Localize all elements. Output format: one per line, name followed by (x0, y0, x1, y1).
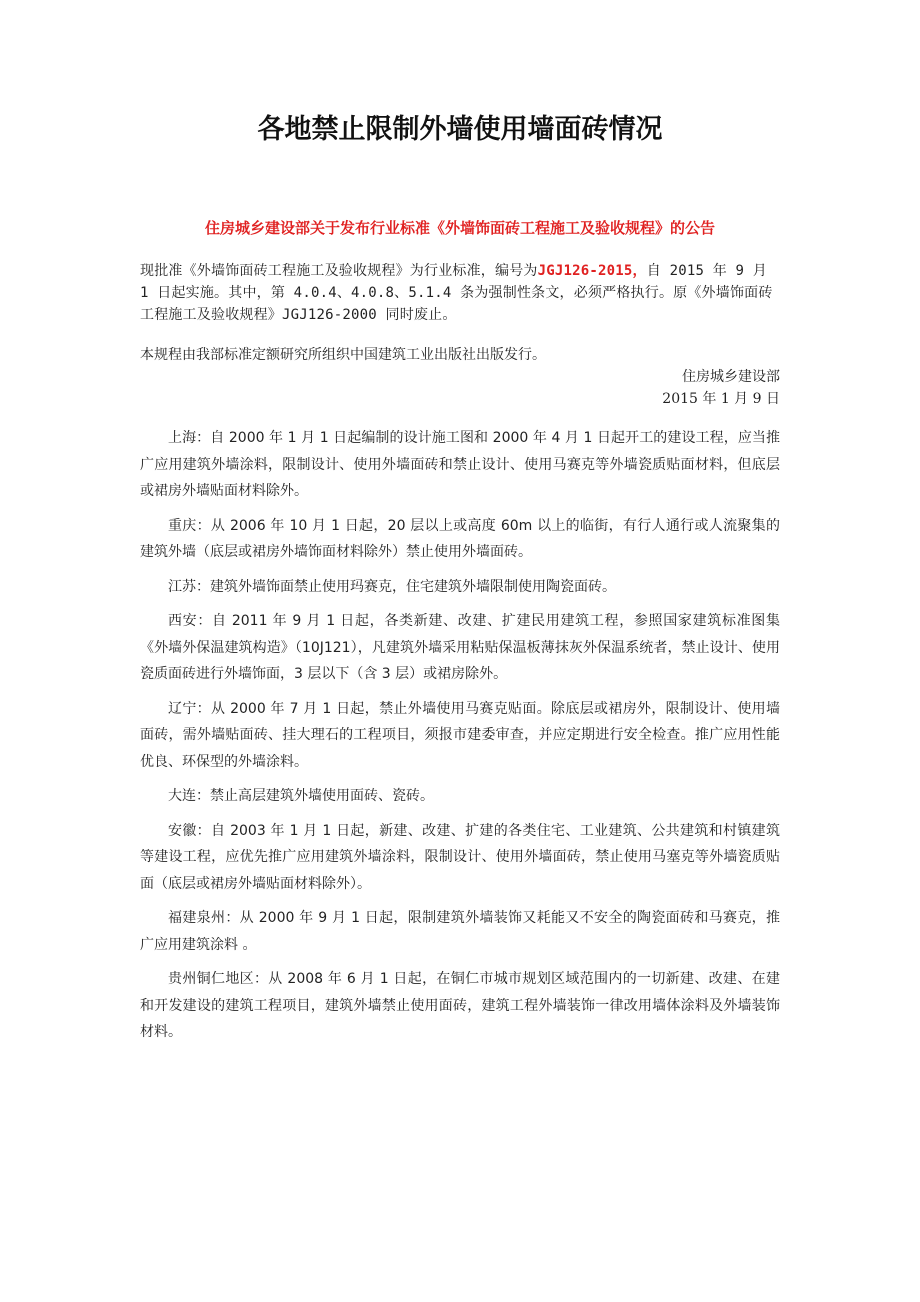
region-list (140, 425, 780, 1054)
notice-title: 住房城乡建设部关于发布行业标准《外墙饰面砖工程施工及验收规程》的公告 (204, 219, 715, 237)
region-paragraph: 大连：禁止高层建筑外墙使用面砖、瓷砖。 (168, 788, 434, 804)
issue-date: 2015 年 1 月 9 日 (662, 391, 780, 407)
region-paragraph: 辽宁：从 2000 年 7 月 1 日起，禁止外墙使用马赛克贴面。除底层或裙房外，限制设计、使用墙面砖，需外墙贴面砖、挂大理石的工程项目，须报市建委审查，并应定期进行安全检查。推广应用性能优良、环保型的外墙涂料。 (140, 700, 780, 770)
notice-body (140, 260, 780, 326)
signature-block (140, 366, 780, 410)
region-paragraph: 贵州铜仁地区：从 2008 年 6 月 1 日起，在铜仁市城市规划区域范围内的一切新建、改建、在建和开发建设的建筑工程项目，建筑外墙禁止使用面砖，建筑工程外墙装饰一律改用墙体涂料及外墙装饰材料。 (140, 971, 780, 1040)
region-paragraph: 西安：自 2011 年 9 月 1 日起，各类新建、改建、扩建民用建筑工程，参照国家建筑标准图集《外墙外保温建筑构造》（10J121），凡建筑外墙采用粘贴保温板薄抹灰外保温系统者，禁止设计、使用瓷质面砖进行外墙饰面，3 层以下（含 3 层）或裙房除外。 (140, 613, 780, 682)
notice-body-suffix: 自 2015 年 9 月 1 日起实施。其中，第 4.0.4、4.0.8、5.1.4 条为强制性条文，必须严格执行。原《外墙饰面砖工程施工及验收规程》JGJ126-2000 同时废止。 (140, 263, 773, 323)
region-paragraph: 安徽：自 2003 年 1 月 1 日起，新建、改建、扩建的各类住宅、工业建筑、公共建筑和村镇建筑等建设工程，应优先推广应用建筑外墙涂料，限制设计、使用外墙面砖，禁止使用马塞克等外墙瓷质贴面（底层或裙房外墙贴面材料除外）。 (140, 822, 780, 892)
region-paragraph: 江苏：建筑外墙饰面禁止使用玛赛克，住宅建筑外墙限制使用陶瓷面砖。 (168, 578, 616, 595)
document-title: 各地禁止限制外墙使用墙面砖情况 (257, 114, 663, 145)
region-paragraph: 重庆：从 2006 年 10 月 1 日起，20 层以上或高度 60m 以上的临街，有行人通行或人流聚集的建筑外墙（底层或裙房外墙饰面材料除外）禁止使用外墙面砖。 (140, 517, 780, 560)
publish-note: 本规程由我部标准定额研究所组织中国建筑工业出版社出版发行。 (140, 347, 546, 363)
issuer: 住房城乡建设部 (682, 369, 780, 385)
notice-body-prefix: 现批准《外墙饰面砖工程施工及验收规程》为行业标准，编号为 (140, 263, 538, 279)
region-paragraph: 上海：自 2000 年 1 月 1 日起编制的设计施工图和 2000 年 4 月 1 日起开工的建设工程，应当推广应用建筑外墙涂料，限制设计、使用外墙面砖和禁止设计、使用马赛克等外墙瓷质贴面材料，但底层或裙房外墙贴面材料除外。 (140, 430, 780, 499)
standard-code: JGJ126-2015， (537, 263, 647, 279)
region-paragraph: 福建泉州：从 2000 年 9 月 1 日起，限制建筑外墙装饰又耗能又不安全的陶瓷面砖和马赛克，推广应用建筑涂料 。 (140, 910, 780, 953)
